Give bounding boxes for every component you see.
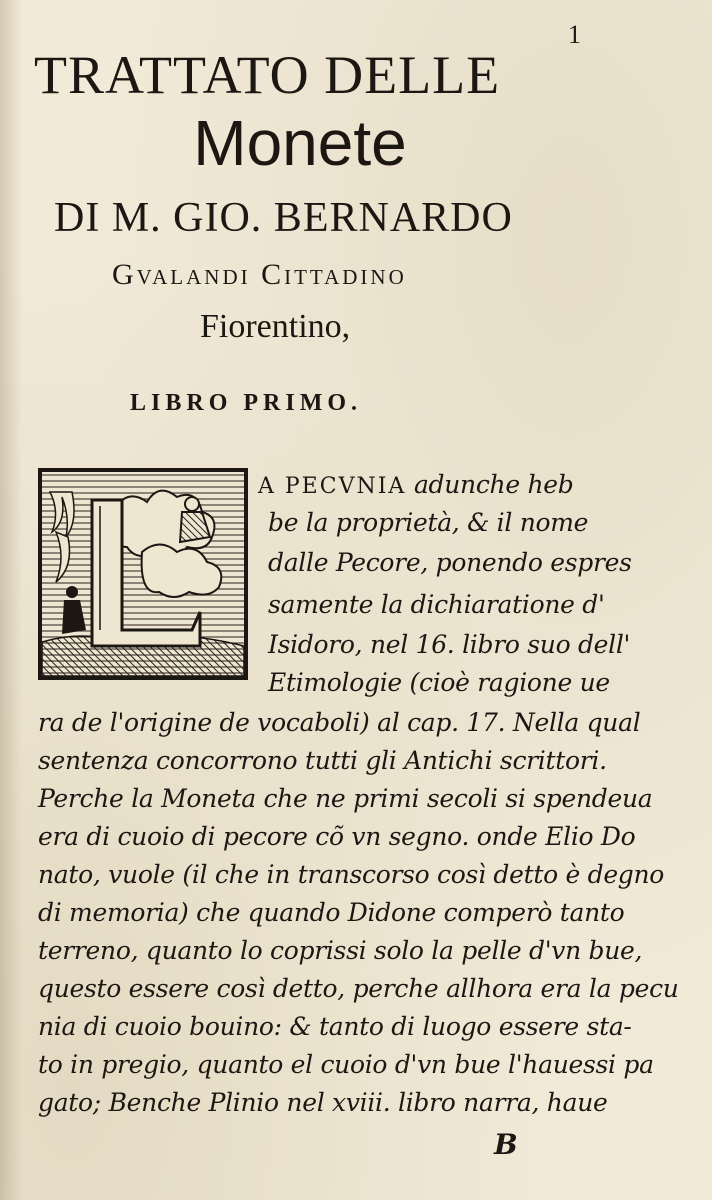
page-gutter-shadow	[0, 0, 22, 1200]
page-number: 1	[568, 20, 581, 49]
author-line-2: Gvalandi Cittadino	[112, 258, 407, 291]
text-line-11: nato, vuole (il che in transcorso così detto è degno	[38, 860, 665, 889]
text-line-14: questo essere così detto, perche allhora era la pecu	[38, 974, 679, 1003]
text-line-5: Isidoro, nel 16. libro suo dell'	[268, 630, 631, 659]
text-line-15: nia di cuoio bouino: & tanto di luogo essere sta-	[38, 1012, 632, 1041]
author-line-1: DI M. GIO. BERNARDO	[54, 195, 513, 241]
author-line-3: Fiorentino,	[200, 308, 351, 345]
book-heading: LIBRO PRIMO.	[130, 390, 363, 416]
catchword: B	[494, 1128, 518, 1161]
text-line-10: era di cuoio di pecore cõ vn segno. onde Elio Do	[38, 822, 636, 851]
text-line-2: be la proprietà, & il nome	[268, 508, 589, 537]
woodcut-initial-L-icon	[38, 468, 248, 680]
text-line-17: gato; Benche Plinio nel xviii. libro narra, haue	[38, 1088, 608, 1117]
text-line-3: dalle Pecore, ponendo espres	[268, 548, 632, 577]
text-line-8: sentenza concorrono tutti gli Antichi scrittori.	[38, 746, 607, 775]
lead-caps: A PECVNIA	[258, 474, 407, 499]
text-line-16: to in pregio, quanto el cuoio d'vn bue l'hauessi pa	[38, 1050, 654, 1079]
text-line-12: di memoria) che quando Didone comperò tanto	[38, 898, 625, 927]
text-line-1	[258, 470, 574, 499]
title-line-1: TRATTATO DELLE	[34, 45, 501, 105]
text-line-6: Etimologie (cioè ragione ue	[268, 668, 610, 697]
woodcut-illustration	[42, 472, 244, 676]
text-line-4: samente la dichiaratione d'	[268, 590, 605, 619]
text-line-9: Perche la Moneta che ne primi secoli si spendeua	[38, 784, 653, 813]
text-line-13: terreno, quanto lo coprissi solo la pelle d'vn bue,	[38, 936, 643, 965]
text-line-1-rest: adunche heb	[406, 470, 574, 499]
text-line-7: ra de l'origine de vocaboli) al cap. 17. Nella qual	[38, 708, 641, 737]
title-line-2: Monete	[193, 107, 407, 179]
